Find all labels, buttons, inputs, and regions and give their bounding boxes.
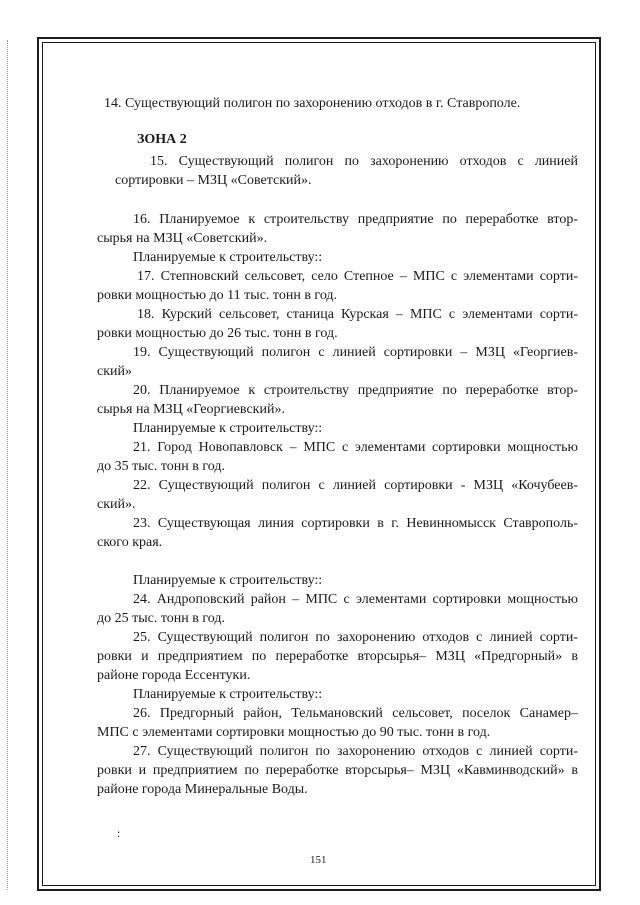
zone-heading: ЗОНА 2 — [137, 132, 187, 147]
text-line: 21. Город Новопавловск – МПС с элементами сортировки мощностью — [133, 440, 578, 455]
text-line: районе города Минеральные Воды. — [97, 782, 308, 797]
text-line: сырья на МЗЦ «Советский». — [97, 231, 268, 246]
text-line: ровки и предприятием по переработке вторсырья– МЗЦ «Кавминводский» в — [97, 763, 578, 778]
text-line: 24. Андроповский район – МПС с элементами сортировки мощностью — [133, 592, 578, 607]
text-line: 19. Существующий полигон с линией сортировки – МЗЦ «Георгиев- — [133, 345, 578, 360]
text-line: до 25 тыс. тонн в год. — [97, 611, 226, 626]
text-line: ский». — [97, 497, 136, 512]
text-line: ровки мощностью до 11 тыс. тонн в год. — [97, 288, 338, 303]
text-line: МПС с элементами сортировки мощностью до 90 тыс. тонн в год. — [97, 725, 491, 740]
text-line: 26. Предгорный район, Тельмановский сельсовет, поселок Санамер– — [133, 706, 578, 721]
text-line: ского края. — [97, 535, 163, 550]
text-line: ровки мощностью до 26 тыс. тонн в год. — [97, 326, 338, 341]
text-line: ровки и предприятием по переработке вторсырья– МЗЦ «Предгорный» в — [97, 649, 578, 664]
text-line: 18. Курский сельсовет, станица Курская – МПС с элементами сорти- — [137, 307, 578, 322]
text-line: 27. Существующий полигон по захоронению отходов с линией сорти- — [133, 744, 578, 759]
text-line: 22. Существующий полигон с линией сортировки - МЗЦ «Кочубеев- — [133, 478, 578, 493]
text-line: до 35 тыс. тонн в год. — [97, 459, 226, 474]
text-line: Планируемые к строительству:: — [133, 573, 323, 588]
text-line: 20. Планируемое к строительству предприятие по переработке втор- — [133, 383, 578, 398]
text-line: Планируемые к строительству:: — [133, 421, 323, 436]
text-line: ский» — [97, 364, 132, 379]
text-line: Планируемые к строительству:: — [133, 687, 323, 702]
text-line: 23. Существующая линия сортировки в г. Невинномысск Ставрополь- — [133, 516, 578, 531]
text-line: 17. Степновский сельсовет, село Степное – МПС с элементами сорти- — [137, 269, 578, 284]
text-line: 15. Существующий полигон по захоронению отходов с линией — [150, 154, 578, 169]
text-line: Планируемые к строительству:: — [133, 250, 323, 265]
text-line: районе города Ессентуки. — [97, 668, 251, 683]
scan-edge-dots — [7, 40, 9, 890]
text-line: сырья на МЗЦ «Георгиевский». — [97, 402, 285, 417]
text-line: сортировки – МЗЦ «Советский». — [115, 173, 312, 188]
margin-mark: : — [117, 826, 121, 840]
text-line: 25. Существующий полигон по захоронению отходов с линией сорти- — [133, 630, 578, 645]
text-line: 14. Существующий полигон по захоронению отходов в г. Ставрополе. — [104, 96, 521, 111]
page-number: 151 — [310, 854, 327, 866]
text-line: 16. Планируемое к строительству предприятие по переработке втор- — [133, 212, 578, 227]
